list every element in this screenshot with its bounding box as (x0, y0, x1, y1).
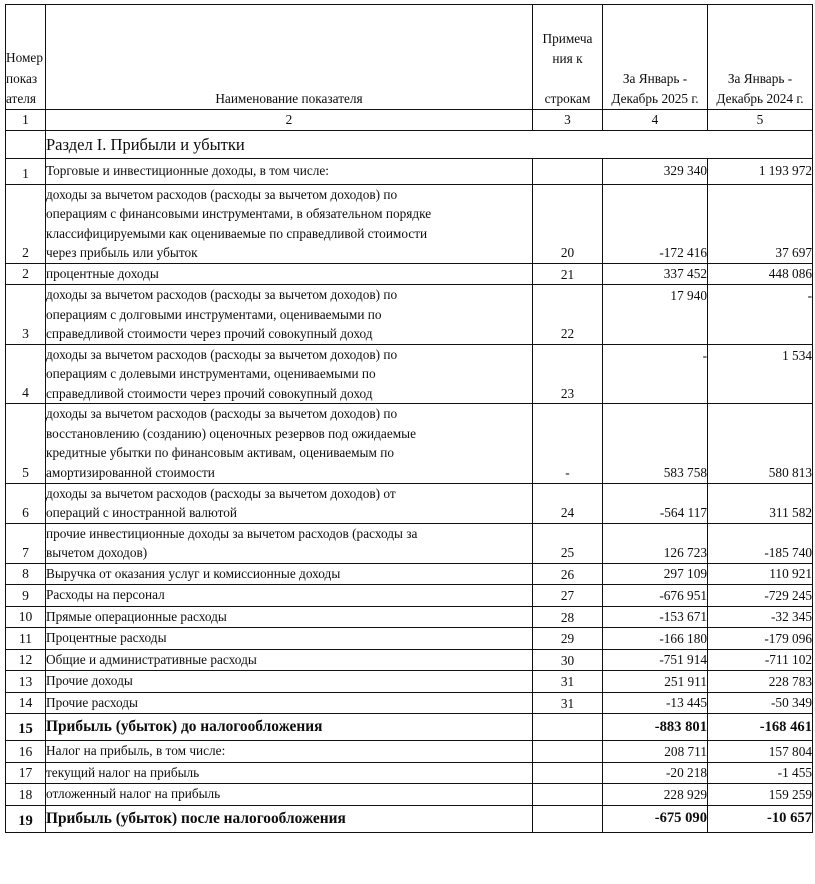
row-value-current-period: - (603, 344, 708, 404)
table-row (6, 606, 813, 628)
header-note-line-3: строкам (544, 91, 591, 107)
row-note-reference: 25 (533, 523, 603, 563)
row-note-reference: 23 (533, 344, 603, 404)
table-row (6, 158, 813, 184)
row-note-reference: 29 (533, 628, 603, 650)
row-value-previous-period: 228 783 (708, 671, 813, 693)
row-indicator-number: 1 (6, 158, 46, 184)
row-indicator-name (46, 263, 533, 285)
row-name-line: через прибыль или убыток (46, 245, 198, 261)
row-note-reference (533, 762, 603, 784)
row-name-line: Прочие расходы (46, 694, 138, 710)
column-number-1: 1 (6, 110, 46, 131)
row-name-line: амортизированной стоимости (46, 464, 215, 480)
row-value-current-period: 337 452 (603, 263, 708, 285)
row-name-line: отложенный налог на прибыль (46, 786, 221, 802)
row-indicator-name (46, 404, 533, 483)
row-note-reference: 30 (533, 649, 603, 671)
row-value-previous-period: -10 657 (708, 805, 813, 832)
header-period-previous-line-2: Декабрь 2024 г. (716, 91, 804, 107)
row-value-previous-period: -711 102 (708, 649, 813, 671)
row-indicator-number: 16 (6, 741, 46, 763)
row-note-reference: 21 (533, 263, 603, 285)
row-indicator-number: 14 (6, 692, 46, 714)
table-row (6, 404, 813, 483)
row-note-reference: 31 (533, 692, 603, 714)
table-row (6, 784, 813, 806)
column-numbering-row (6, 110, 813, 131)
row-value-previous-period: -50 349 (708, 692, 813, 714)
row-value-previous-period: - (708, 285, 813, 345)
row-indicator-name (46, 671, 533, 693)
row-name-line: процентные доходы (46, 265, 159, 281)
table-row (6, 483, 813, 523)
header-cell-indicator-name: Наименование показателя (46, 5, 533, 110)
row-name-line: Общие и административные расходы (46, 651, 257, 667)
row-name-line: доходы за вычетом расходов (расходы за вычетом доходов) по (46, 406, 398, 422)
row-name-line: операциям с долговыми инструментами, оцениваемыми по (46, 306, 382, 322)
row-value-previous-period: 37 697 (708, 184, 813, 263)
row-indicator-number: 15 (6, 714, 46, 741)
header-indicator-number-line-1: Номер (6, 50, 43, 66)
row-value-previous-period: -32 345 (708, 606, 813, 628)
column-number-5: 5 (708, 110, 813, 131)
row-indicator-number: 8 (6, 563, 46, 585)
row-indicator-name (46, 692, 533, 714)
table-row (6, 805, 813, 832)
row-indicator-name (46, 483, 533, 523)
row-indicator-name (46, 285, 533, 345)
row-note-reference: 28 (533, 606, 603, 628)
table-row (6, 649, 813, 671)
table-row (6, 671, 813, 693)
table-row (6, 344, 813, 404)
row-note-reference: - (533, 404, 603, 483)
row-value-previous-period: 157 804 (708, 741, 813, 763)
header-note-line-1: Примеча (542, 31, 593, 47)
section-heading-row (6, 130, 813, 158)
row-value-current-period: -675 090 (603, 805, 708, 832)
row-indicator-number: 7 (6, 523, 46, 563)
row-indicator-number: 9 (6, 585, 46, 607)
row-value-current-period: -564 117 (603, 483, 708, 523)
row-indicator-number: 4 (6, 344, 46, 404)
row-name-line: Прибыль (убыток) до налогообложения (46, 718, 323, 736)
row-name-line: Прямые операционные расходы (46, 608, 227, 624)
row-value-previous-period: 448 086 (708, 263, 813, 285)
row-name-line: доходы за вычетом расходов (расходы за вычетом доходов) по (46, 346, 398, 362)
row-name-line: классифицируемыми как оцениваемые по справедливой стоимости (46, 225, 428, 241)
row-value-current-period: 297 109 (603, 563, 708, 585)
header-cell-note-reference (533, 5, 603, 110)
row-value-current-period: -172 416 (603, 184, 708, 263)
row-note-reference: 26 (533, 563, 603, 585)
row-name-line: восстановлению (созданию) оценочных резервов под ожидаемые (46, 425, 416, 441)
table-row (6, 285, 813, 345)
column-number-3: 3 (533, 110, 603, 131)
row-name-line: справедливой стоимости через прочий совокупный доход (46, 385, 373, 401)
row-value-previous-period: -179 096 (708, 628, 813, 650)
row-name-line: операций с иностранной валютой (46, 505, 237, 521)
row-value-current-period: -13 445 (603, 692, 708, 714)
row-value-previous-period: 311 582 (708, 483, 813, 523)
row-name-line: справедливой стоимости через прочий совокупный доход (46, 326, 373, 342)
header-note-spacer (533, 69, 602, 89)
row-indicator-name (46, 784, 533, 806)
row-value-current-period: -883 801 (603, 714, 708, 741)
row-value-previous-period: 1 193 972 (708, 158, 813, 184)
row-value-current-period: 228 929 (603, 784, 708, 806)
header-cell-period-current (603, 5, 708, 110)
row-indicator-name (46, 563, 533, 585)
row-note-reference (533, 784, 603, 806)
row-value-current-period: 583 758 (603, 404, 708, 483)
header-cell-period-previous (708, 5, 813, 110)
row-name-line: текущий налог на прибыль (46, 764, 200, 780)
row-value-previous-period: -185 740 (708, 523, 813, 563)
row-value-current-period: 17 940 (603, 285, 708, 345)
section-heading-number-cell (6, 130, 46, 158)
row-value-current-period: 329 340 (603, 158, 708, 184)
row-name-line: Налог на прибыль, в том числе: (46, 743, 226, 759)
row-value-current-period: -751 914 (603, 649, 708, 671)
row-value-current-period: 208 711 (603, 741, 708, 763)
row-name-line: доходы за вычетом расходов (расходы за вычетом доходов) от (46, 485, 396, 501)
row-indicator-number: 17 (6, 762, 46, 784)
profit-and-loss-table (5, 4, 813, 833)
row-indicator-number: 5 (6, 404, 46, 483)
row-indicator-name (46, 628, 533, 650)
row-name-line: доходы за вычетом расходов (расходы за вычетом доходов) по (46, 287, 398, 303)
row-indicator-name (46, 158, 533, 184)
row-indicator-number: 11 (6, 628, 46, 650)
table-row (6, 741, 813, 763)
row-name-line: Расходы на персонал (46, 587, 165, 603)
row-name-line: Торговые и инвестиционные доходы, в том числе: (46, 162, 329, 178)
column-number-4: 4 (603, 110, 708, 131)
row-name-line: Выручка от оказания услуг и комиссионные доходы (46, 565, 341, 581)
row-name-line: Процентные расходы (46, 630, 167, 646)
row-indicator-name (46, 606, 533, 628)
table-row (6, 184, 813, 263)
row-indicator-number: 10 (6, 606, 46, 628)
section-heading-title: Раздел I. Прибыли и убытки (46, 130, 813, 158)
header-indicator-number-line-2: показ (6, 70, 38, 86)
row-indicator-name (46, 184, 533, 263)
row-indicator-number: 12 (6, 649, 46, 671)
row-indicator-name (46, 344, 533, 404)
row-note-reference: 24 (533, 483, 603, 523)
row-indicator-name (46, 741, 533, 763)
header-period-current-line-2: Декабрь 2025 г. (611, 91, 699, 107)
table-row (6, 692, 813, 714)
row-indicator-name (46, 714, 533, 741)
column-number-2: 2 (46, 110, 533, 131)
table-row (6, 628, 813, 650)
row-indicator-number: 18 (6, 784, 46, 806)
row-note-reference: 27 (533, 585, 603, 607)
header-period-previous-line-1: За Январь - (727, 71, 793, 87)
row-value-previous-period: 1 534 (708, 344, 813, 404)
row-indicator-name (46, 805, 533, 832)
row-value-current-period: -153 671 (603, 606, 708, 628)
row-indicator-number: 13 (6, 671, 46, 693)
table-body (6, 5, 813, 159)
row-note-reference: 20 (533, 184, 603, 263)
row-name-line: Прочие доходы (46, 673, 133, 689)
row-value-previous-period: 580 813 (708, 404, 813, 483)
row-name-line: операциям с долевыми инструментами, оцениваемыми по (46, 366, 376, 382)
row-indicator-name (46, 523, 533, 563)
row-indicator-number: 2 (6, 184, 46, 263)
table-row (6, 563, 813, 585)
header-period-current-line-1: За Январь - (622, 71, 688, 87)
row-value-current-period: 251 911 (603, 671, 708, 693)
header-note-line-2: ния к (552, 51, 583, 67)
row-note-reference: 22 (533, 285, 603, 345)
row-value-previous-period: 110 921 (708, 563, 813, 585)
row-indicator-number: 3 (6, 285, 46, 345)
row-value-current-period: -166 180 (603, 628, 708, 650)
row-indicator-name (46, 762, 533, 784)
row-name-line: операциям с финансовыми инструментами, в обязательном порядке (46, 206, 432, 222)
row-value-previous-period: -729 245 (708, 585, 813, 607)
row-indicator-name (46, 649, 533, 671)
row-note-reference: 31 (533, 671, 603, 693)
table-row (6, 762, 813, 784)
row-indicator-name (46, 585, 533, 607)
table-header-row (6, 5, 813, 110)
header-indicator-number-line-3: ателя (6, 90, 37, 106)
row-name-line: доходы за вычетом расходов (расходы за вычетом доходов) по (46, 186, 398, 202)
row-note-reference (533, 805, 603, 832)
row-name-line: кредитные убытки по финансовым активам, оцениваемым по (46, 445, 394, 461)
row-value-current-period: 126 723 (603, 523, 708, 563)
row-value-current-period: -676 951 (603, 585, 708, 607)
row-note-reference (533, 158, 603, 184)
row-note-reference (533, 714, 603, 741)
header-cell-indicator-number (6, 5, 46, 110)
row-value-previous-period: 159 259 (708, 784, 813, 806)
row-name-line: вычетом доходов) (46, 545, 148, 561)
row-note-reference (533, 741, 603, 763)
row-indicator-number: 19 (6, 805, 46, 832)
table-row (6, 585, 813, 607)
table-row (6, 714, 813, 741)
row-indicator-number: 6 (6, 483, 46, 523)
table-row (6, 263, 813, 285)
row-indicator-number: 2 (6, 263, 46, 285)
row-value-previous-period: -168 461 (708, 714, 813, 741)
row-name-line: прочие инвестиционные доходы за вычетом расходов (расходы за (46, 525, 418, 541)
row-name-line: Прибыль (убыток) после налогообложения (46, 809, 346, 827)
table-row (6, 523, 813, 563)
row-value-current-period: -20 218 (603, 762, 708, 784)
row-value-previous-period: -1 455 (708, 762, 813, 784)
